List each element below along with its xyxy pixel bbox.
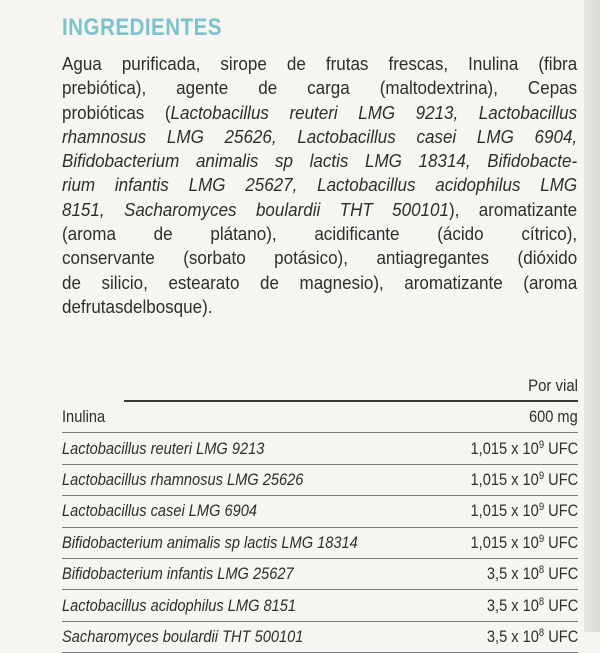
ingredient-word: LMG [188,174,226,196]
ingredient-word: Lactobacillus [478,101,578,123]
ingredient-word: Sacharomyces [123,198,237,220]
ingredient-word: aromatizante [478,198,578,220]
ingredient-word: plátano), [210,223,277,245]
ingredient-word: 25627, [245,174,298,196]
ingredient-word: cítrico), [521,223,578,245]
ingredient-word: reuteri [289,101,338,123]
ingredient-word: rium [62,174,96,196]
ingredient-amount: 600 mg [529,407,578,427]
ingredient-word: antiagregantes [376,247,490,269]
ingredient-word: LMG [365,150,402,172]
ingredient-amount: 1,015 x $10^9$ UFC [470,532,578,552]
ingredient-word: probióticas [62,101,145,123]
ingredients-line [62,149,577,173]
ingredient-word: Inulina [468,53,519,74]
ingredient-word: acidophilus [435,174,521,196]
ingredient-word: agente [176,77,229,99]
ingredient-word: conservante [62,247,155,269]
ingredient-word: casei [416,125,457,147]
ingredient-word: Lactobacillus [297,125,396,147]
ingredient-word: (dióxido [517,247,578,269]
ingredient-word: sirope [220,53,267,74]
table-row [62,433,578,464]
ingredients-line [62,222,577,246]
ingredients-line [62,76,577,100]
ingredients-line [62,271,577,295]
ingredient-name: Inulina [62,407,106,427]
ingredient-word: (sorbato [183,247,246,269]
ingredient-word: boulardii [255,198,321,220]
ingredient-amount: 3,5 x $10^8$ UFC [486,595,578,615]
ingredients-line [62,101,577,125]
ingredient-word: de [62,271,81,293]
ingredient-word: del [123,295,147,317]
ingredient-name: Bifidobacterium infantis LMG 25627 [62,564,294,584]
ingredient-word: (Lactobacillus [164,101,269,123]
ingredient-word: THT [339,198,373,220]
ingredient-word: LMG [166,125,204,147]
ingredient-word: infantis [114,174,169,196]
ingredient-word: lactis [309,150,349,172]
ingredient-amount: 1,015 x $10^9$ UFC [470,501,578,521]
ingredient-word: sp [275,150,293,172]
ingredient-name: Lactobacillus reuteri LMG 9213 [62,438,265,458]
ingredient-word: estearato [168,271,240,293]
ingredient-word: 500101), [392,198,460,220]
ingredient-word: bosque). [146,295,213,317]
ingredient-word: 8151, [62,198,105,220]
ingredient-amount: 3,5 x $10^8$ UFC [486,564,578,584]
ingredient-word: 18314, [418,150,471,172]
table-body [62,402,578,653]
table-row [62,528,578,559]
ingredient-word: (aroma [62,223,116,245]
ingredient-word: acidificante [314,223,400,245]
ingredient-word: animalis [195,150,259,172]
ingredient-word: de [62,295,81,317]
ingredient-word: Bifidobacterium [62,150,180,172]
table-row [62,402,578,433]
ingredient-word: de [286,53,306,74]
ingredient-word: de [258,77,278,99]
ingredient-word: de [153,223,173,245]
ingredient-word: (aroma [523,271,578,293]
package-edge [584,0,600,632]
ingredient-word: Agua [62,53,102,74]
ingredient-word: frutas [80,295,124,317]
ingredient-word: Bifidobacte- [487,150,578,172]
ingredients-line [62,173,577,197]
ingredient-name: Lactobacillus casei LMG 6904 [62,501,258,521]
ingredient-word: de [260,271,279,293]
ingredients-line [62,246,577,270]
ingredient-name: Bifidobacterium animalis sp lactis LMG 18314 [62,532,358,552]
composition-table [62,372,578,653]
ingredient-word: magnesio), [299,271,384,293]
ingredient-amount: 3,5 x $10^8$ UFC [486,626,578,646]
ingredient-word: potásico), [274,247,348,269]
ingredients-text [62,52,577,319]
ingredient-name: Sacharomyces boulardii THT 500101 [62,626,304,646]
ingredient-name: Lactobacillus rhamnosus LMG 25626 [62,469,304,489]
ingredients-line [62,125,577,149]
ingredient-word: (maltodextrina), [379,77,498,99]
ingredient-word: LMG [358,101,396,123]
ingredient-word: 25626, [224,125,277,147]
table-row [62,590,578,621]
table-row [62,496,578,527]
ingredient-word: prebiótica), [62,77,147,99]
ingredients-line [62,295,577,319]
table-row [62,559,578,590]
ingredient-word: Lactobacillus [317,174,416,196]
ingredient-word: purificada, [121,53,201,74]
ingredient-amount: 1,015 x $10^9$ UFC [470,469,578,489]
ingredient-word: 9213, [415,101,459,123]
ingredient-amount: 1,015 x $10^9$ UFC [470,438,578,458]
table-header [124,372,578,402]
ingredient-word: frescas, [388,53,449,74]
ingredient-word: LMG [476,125,514,147]
ingredients-line [62,198,577,222]
column-header-per-vial: Por vial [528,376,578,395]
ingredient-word: (fibra [538,53,578,74]
ingredient-word: aromatizante [404,271,503,293]
section-heading: INGREDIENTES [62,14,222,41]
ingredient-word: (ácido [437,223,484,245]
table-row [62,465,578,496]
ingredient-word: silicio, [101,271,148,293]
ingredient-word: rhamnosus [62,125,147,147]
ingredient-name: Lactobacillus acidophilus LMG 8151 [62,595,297,615]
ingredients-line [62,52,577,76]
ingredient-word: Cepas [527,77,578,99]
ingredient-word: LMG [540,174,578,196]
ingredient-word: frutas [325,53,369,74]
table-row [62,622,578,653]
ingredient-word: carga [307,77,350,99]
ingredient-word: 6904, [534,125,578,147]
